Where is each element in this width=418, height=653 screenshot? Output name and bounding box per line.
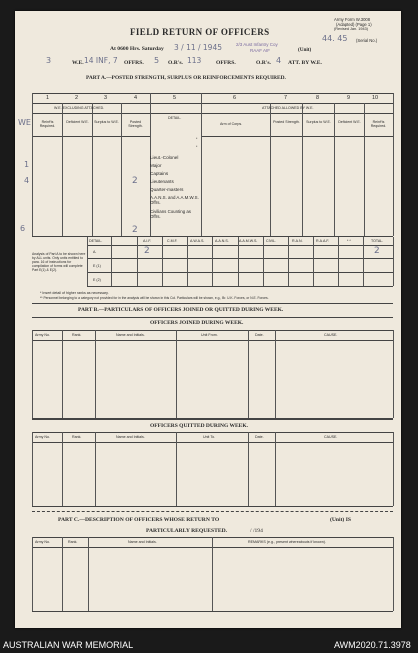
hw-margin-1: 1	[24, 160, 30, 169]
serial-label: (Serial No.)	[356, 38, 378, 43]
rank-major: Major	[150, 163, 162, 168]
rank-lieutenants: Lieutenants	[150, 179, 174, 184]
analysis-total-header: TOTAL.	[371, 239, 384, 243]
ors-label: O.R's.	[168, 60, 183, 66]
analysis-aans-header: A.A.N.S.	[215, 239, 229, 243]
col-number-9: 9	[347, 95, 351, 101]
quitted-army-no-header: Army No.	[35, 435, 50, 439]
serial-number-value: 44. 45	[322, 34, 348, 43]
offrs-label-2: OFFRS.	[216, 60, 236, 66]
note-1: * Insert detail of higher ranks as necessary.	[40, 291, 109, 295]
analysis-aif-header: A.I.F.	[143, 239, 152, 243]
joined-army-no-header: Army No.	[35, 333, 50, 337]
ors-value-2: 4	[276, 56, 282, 65]
unit-stamp-line-1: 2/3 Aust Infantry Coy	[236, 42, 278, 47]
hw-captains-posted: 2	[132, 176, 138, 186]
header-surplus: Surplus to W.E.	[94, 120, 119, 124]
analysis-row-e1: E (1)	[93, 264, 101, 268]
left-margin-mark: 3	[46, 56, 52, 65]
footer-archive-name: AUSTRALIAN WAR MEMORIAL	[3, 640, 134, 650]
col-number-2: 2	[75, 95, 79, 101]
analysis-row-e2: E (2)	[93, 278, 101, 282]
rank-lieut-colonel: Lieut.-Colonel	[150, 155, 179, 160]
col-number-4: 4	[134, 95, 138, 101]
part-c-title: PART C.—DESCRIPTION OF OFFICERS WHOSE RETURN TO	[58, 517, 220, 523]
col-number-10: 10	[372, 95, 379, 101]
analysis-cmf-header: C.M.F.	[167, 239, 178, 243]
quitted-cause-header: CAUSE.	[324, 435, 338, 439]
offrs-label: OFFRS.	[124, 60, 144, 66]
col-number-8: 8	[316, 95, 320, 101]
part-c-remarks-header: REMARKS (e.g., present whereabouts if known).	[248, 540, 326, 544]
form-reference-3: (Revised Jan. 1943)	[334, 27, 368, 31]
time-line: At 0600 Hrs. Saturday	[110, 46, 164, 52]
col-number-1: 1	[46, 95, 50, 101]
hw-margin-4: 4	[24, 176, 30, 185]
header-reinf-required-att: Reinf'ts Required.	[370, 120, 387, 128]
header-reinf-required: Reinf'ts Required.	[39, 120, 56, 128]
quitted-rank-header: Rank.	[72, 435, 82, 439]
note-2: ** Personnel belonging to a category not provided for in the analysis will be shown in this Col. Particulars will be shown, e.g., Br. U.K. Forces, or N.E. Forces.	[40, 296, 269, 300]
header-arm-of-corps: Arm of Corps.	[220, 122, 243, 126]
hw-analysis-aif: 2	[144, 246, 150, 256]
joined-date-header: Date.	[255, 333, 264, 337]
att-label: ATT. BY W.E.	[288, 60, 322, 66]
quitted-title: OFFICERS QUITTED DURING WEEK.	[150, 423, 248, 429]
part-c-date-blank: / /194	[250, 528, 263, 534]
header-surplus-att: Surplus to W.E.	[306, 120, 331, 124]
rank-quartermasters: Quarter-masters	[150, 187, 184, 192]
ors-label-2: O.R's.	[256, 60, 271, 66]
analysis-civil-header: CIVIL.	[266, 239, 276, 243]
part-c-army-no-header: Army No.	[35, 540, 50, 544]
header-posted-strength-att: Posted Strength.	[273, 120, 300, 124]
footer-accession-number: AWM2020.71.3978	[334, 640, 411, 650]
analysis-raaf-header: R.A.A.F.	[316, 239, 330, 243]
attached-allowed-header: ATTACHED ALLOWED BY W.E.	[262, 106, 314, 110]
part-c-rank-header: Rank.	[68, 540, 78, 544]
part-c-name-header: Name and Initials.	[128, 540, 157, 544]
joined-title: OFFICERS JOINED DURING WEEK.	[150, 320, 244, 326]
detail-header: DETAIL.	[168, 116, 182, 120]
analysis-detail-header: DETAIL.	[89, 239, 103, 243]
quitted-date-header: Date.	[255, 435, 264, 439]
rank-civilians: Civilians Counting as Offrs.	[150, 209, 191, 219]
hw-total-posted: 2	[132, 225, 138, 235]
part-a-title: PART A.—POSTED STRENGTH, SURPLUS OR REINFORCEMENTS REQUIRED.	[86, 75, 286, 81]
we-value: 14 INF, 7	[84, 56, 118, 65]
part-c-subtitle: PARTICULARLY REQUESTED.	[146, 528, 228, 534]
analysis-awas-header: A.W.A.S.	[190, 239, 205, 243]
header-posted-strength: Posted Strength.	[128, 120, 143, 128]
form-reference-2: (Adapted) (Page 1)	[336, 22, 372, 27]
we-label: W.E.	[72, 60, 84, 66]
rank-captains: Captains	[150, 171, 169, 176]
col-number-6: 6	[233, 95, 237, 101]
joined-name-header: Name and Initials.	[116, 333, 145, 337]
quitted-unit-to-header: Unit To.	[203, 435, 216, 439]
analysis-label: Analysis of Part A to be shown here by ALL units. Only units entitled to para. 16 of instructions for compilation of forms will complete Part E(1) & E(2).	[32, 252, 86, 272]
header-deficient: Deficient W.E.	[66, 120, 89, 124]
analysis-aamws-header: A.A.M.W.S.	[239, 239, 258, 243]
joined-rank-header: Rank.	[72, 333, 82, 337]
analysis-row-a: A.	[93, 250, 97, 254]
joined-unit-from-header: Unit From.	[201, 333, 218, 337]
hw-margin-6: 6	[20, 224, 26, 233]
part-b-title: PART B.—PARTICULARS OF OFFICERS JOINED OR QUITTED DURING WEEK.	[78, 307, 284, 313]
unit-label: (Unit)	[298, 47, 312, 53]
header-deficient-att: Deficient W.E.	[338, 120, 361, 124]
hw-we-margin: WE	[18, 118, 31, 127]
form-reference-1: Army Form W.3008	[334, 17, 371, 22]
analysis-other-header: * *	[347, 239, 351, 243]
quitted-name-header: Name and Initials.	[116, 435, 145, 439]
form-title: FIELD RETURN OF OFFICERS	[130, 27, 270, 37]
part-c-unit-is: (Unit) IS	[330, 517, 351, 523]
col-number-3: 3	[104, 95, 108, 101]
hw-analysis-total: 2	[374, 246, 380, 256]
rank-aans-aamws: A.A.N.S. and A.A.M.W.S. Offrs.	[150, 195, 199, 205]
joined-cause-header: CAUSE.	[324, 333, 338, 337]
unit-stamp-line-2: RAAF AIF	[250, 48, 271, 53]
col-number-7: 7	[284, 95, 288, 101]
col-number-5: 5	[173, 95, 177, 101]
date-value: 3 / 11 / 1945	[174, 43, 222, 52]
offrs-value: 5	[154, 56, 160, 65]
analysis-ran-header: R.A.N.	[292, 239, 303, 243]
ors-value: 113	[187, 56, 202, 65]
we-excluding-header: W.E. EXCLUDING ATTACHED.	[54, 106, 105, 110]
